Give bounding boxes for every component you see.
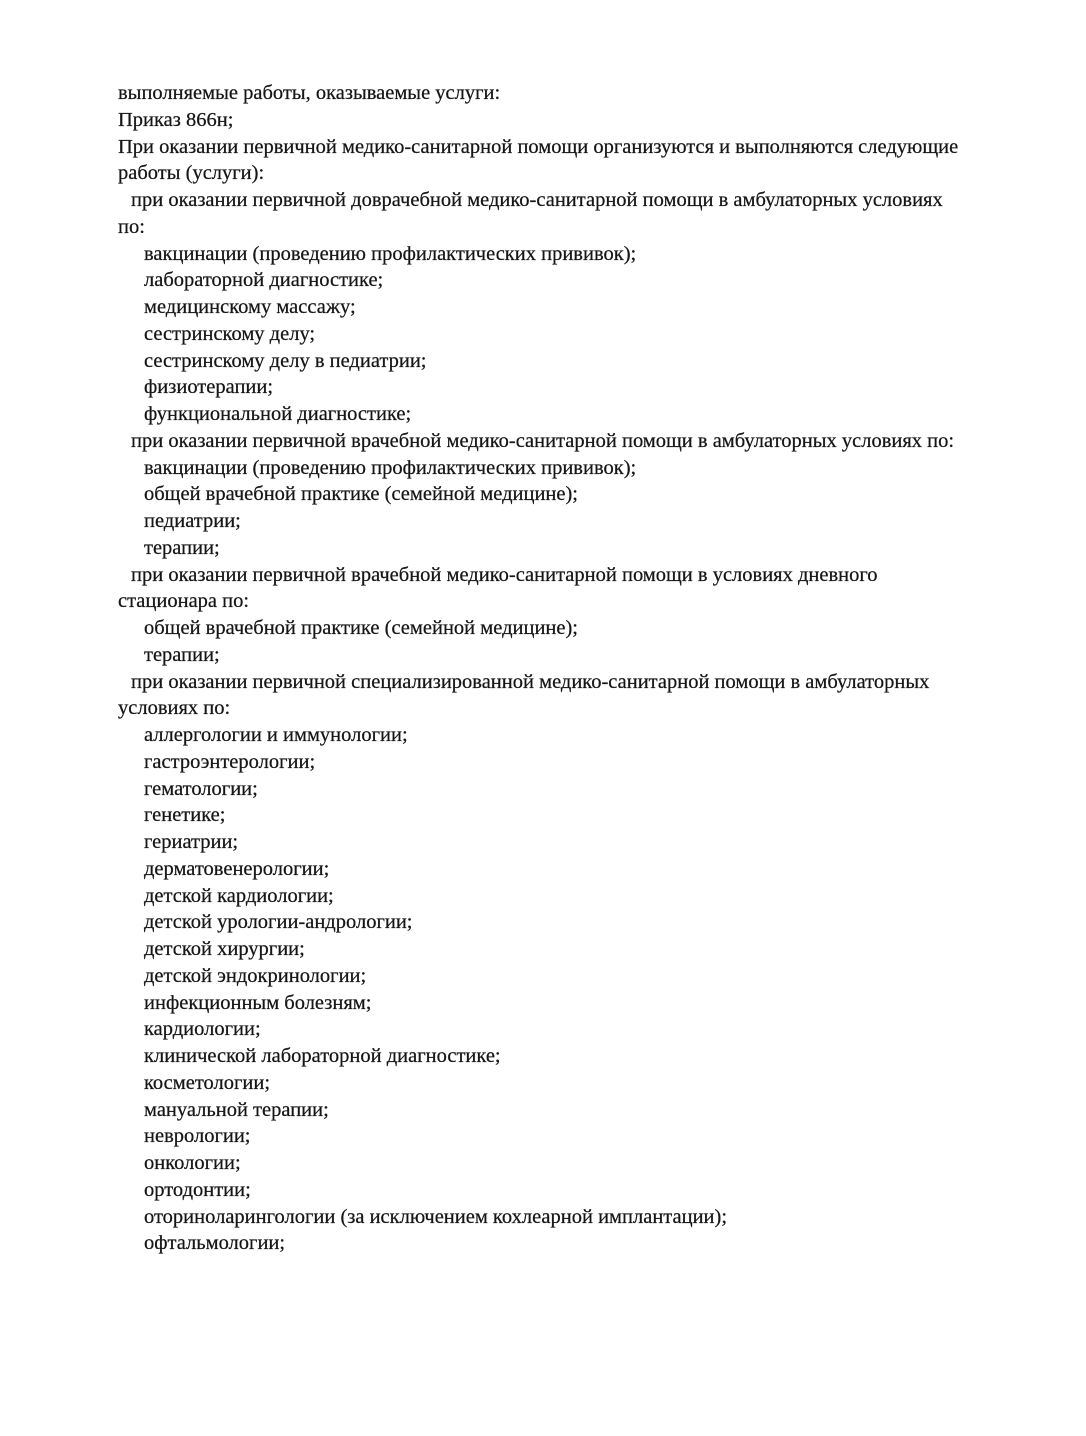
text-line: общей врачебной практике (семейной медицине);	[144, 617, 579, 639]
text-line: гериатрии;	[144, 831, 239, 853]
text-line: детской кардиологии;	[144, 884, 334, 907]
text-line: лабораторной диагностике;	[144, 269, 384, 292]
text-line: терапии;	[144, 536, 220, 559]
text-line: детской эндокринологии;	[144, 964, 367, 987]
text-line: по:	[118, 215, 145, 238]
text-line: условиях по:	[118, 697, 231, 720]
text-line: вакцинации (проведению профилактических прививок);	[144, 456, 637, 479]
text-line: общей врачебной практике (семейной медицине);	[144, 483, 579, 506]
text-line: гематологии;	[144, 777, 258, 800]
text-line: оториноларингологии (за исключением кохлеарной имплантации);	[144, 1205, 728, 1228]
text-line: инфекционным болезням;	[144, 991, 372, 1014]
text-line: педиатрии;	[144, 510, 241, 532]
text-line: офтальмологии;	[144, 1232, 286, 1255]
text-line: сестринскому делу в педиатрии;	[144, 349, 427, 372]
text-line: физиотерапии;	[144, 376, 274, 399]
text-line: при оказании первичной врачебной медико-санитарной помощи в амбулаторных условиях по:	[131, 429, 955, 452]
text-line: При оказании первичной медико-санитарной помощи организуются и выполняются следующие	[118, 135, 959, 158]
text-line: Приказ 866н;	[118, 108, 234, 131]
text-line: медицинскому массажу;	[144, 296, 356, 318]
text-line: онкологии;	[144, 1152, 241, 1174]
text-line: терапии;	[144, 643, 220, 666]
text-line: при оказании первичной специализированной медико-санитарной помощи в амбулаторных	[131, 670, 930, 693]
text-line: ортодонтии;	[144, 1178, 251, 1201]
text-line: функциональной диагностике;	[144, 403, 412, 425]
text-line: мануальной терапии;	[144, 1098, 329, 1121]
text-line: дерматовенерологии;	[144, 857, 330, 880]
text-line: детской хирургии;	[144, 938, 305, 960]
text-line: стационара по:	[118, 590, 250, 613]
document-body	[118, 80, 1048, 1257]
text-line: гастроэнтерологии;	[144, 750, 316, 773]
text-line: аллергологии и иммунологии;	[144, 724, 408, 746]
text-line: неврологии;	[144, 1125, 251, 1148]
text-line: клинической лабораторной диагностике;	[144, 1045, 501, 1067]
text-line: генетике;	[144, 804, 226, 827]
text-line: кардиологии;	[144, 1018, 261, 1041]
text-line: выполняемые работы, оказываемые услуги:	[118, 82, 501, 104]
text-line: вакцинации (проведению профилактических прививок);	[144, 242, 637, 265]
text-line: при оказании первичной врачебной медико-санитарной помощи в условиях дневного	[131, 563, 878, 586]
text-line: косметологии;	[144, 1071, 271, 1094]
text-line: при оказании первичной доврачебной медико-санитарной помощи в амбулаторных условиях	[131, 189, 943, 211]
text-line: детской урологии-андрологии;	[144, 911, 413, 934]
text-line: сестринскому делу;	[144, 322, 316, 345]
text-line: работы (услуги):	[118, 162, 265, 185]
